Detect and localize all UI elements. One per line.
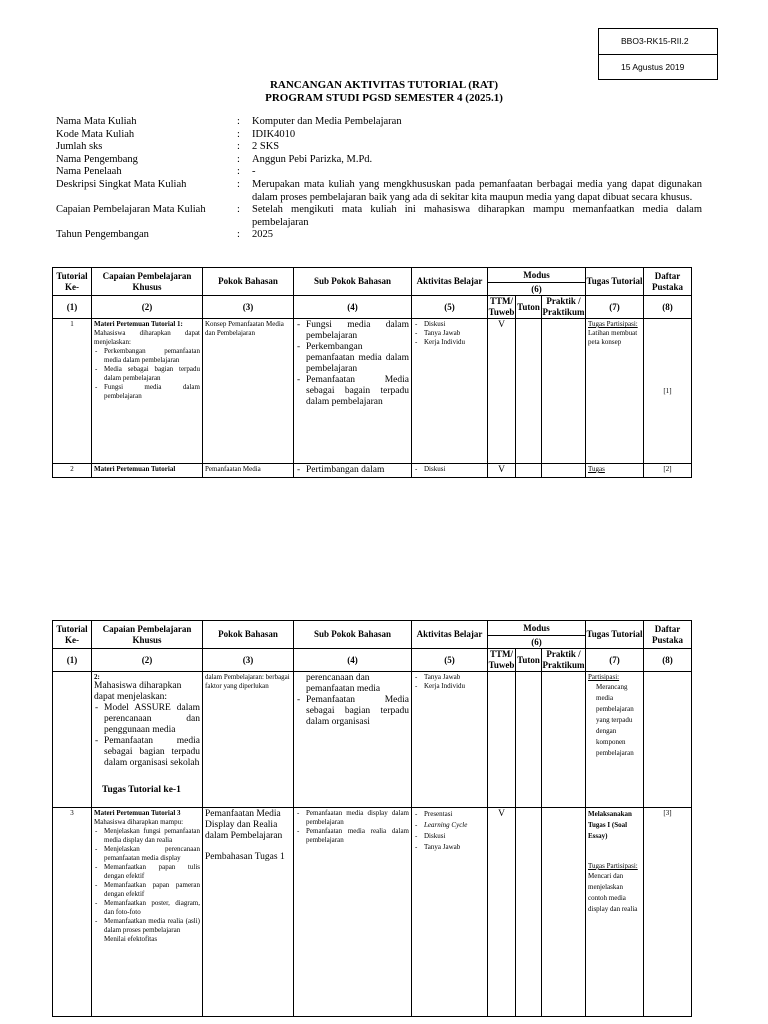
- ttm-check: V: [488, 319, 516, 464]
- header-modus-number: (6): [488, 283, 586, 296]
- pokok-cell: Konsep Pemanfaatan Media dan Pembelajaran: [203, 319, 294, 464]
- tugas-body: Latihan membuat peta konsep: [588, 329, 638, 346]
- header-aktivitas: Aktivitas Belajar: [412, 621, 488, 649]
- list-item: - Pemanfaatan media realia dalam pembelajaran: [296, 827, 409, 845]
- document-code-box: [598, 28, 718, 80]
- aktivitas-list: [414, 320, 485, 347]
- aktivitas-cell: [412, 672, 488, 808]
- info-colon: :: [237, 166, 240, 178]
- capaian-intro: Mahasiswa diharapkan dapat menjelaskan:: [94, 681, 182, 702]
- list-item: - Pemanfaatan media display dalam pembelajaran: [296, 809, 409, 827]
- capaian-title: Materi Pertemuan Tutorial: [92, 464, 203, 478]
- list-item: - Memanfaatkan poster, diagram, dan foto-foto: [94, 899, 200, 917]
- pustaka-cell: [2]: [644, 464, 692, 478]
- capaian-title: Materi Pertemuan Tutorial 1:: [94, 320, 183, 328]
- header-praktik: Praktik / Praktikum: [542, 649, 585, 670]
- header-praktik: Praktik / Praktikum: [542, 296, 585, 317]
- col-number: (3): [203, 296, 294, 319]
- capaian-title: Materi Pertemuan Tutorial 3: [94, 809, 181, 817]
- list-item: - Memanfaatkan papan tulis dengan efektif: [94, 863, 200, 881]
- info-colon: :: [237, 153, 240, 165]
- col-number: (1): [53, 296, 92, 319]
- header-sub-pokok: Sub Pokok Bahasan: [294, 621, 412, 649]
- sub-pokok-cell: [294, 672, 412, 808]
- col-number: (5): [412, 296, 488, 319]
- info-row: [56, 116, 702, 129]
- sub-pokok-list: [296, 320, 409, 408]
- info-label: Deskripsi Singkat Mata Kuliah: [56, 178, 187, 190]
- pokok-title: Pemanfaatan Media Display dan Realia dalam Pembelajaran: [205, 809, 283, 841]
- info-colon: :: [237, 204, 240, 216]
- tugas-heading: Tugas Partisipasi:: [588, 320, 638, 328]
- header-pustaka: Daftar Pustaka: [644, 268, 692, 296]
- sub-pokok-cell: [294, 808, 412, 1017]
- list-item: - Pemanfaatan Media sebagai bagain terpadu dalam pembelajaran: [296, 375, 409, 408]
- capaian-intro: Mahasiswa diharapkan dapat menjelaskan:: [94, 329, 200, 346]
- capaian-cell: [92, 672, 203, 808]
- header-tutorial: Tutorial Ke-: [53, 268, 92, 296]
- col-number: (1): [53, 649, 92, 672]
- header-ttm: TTM/ Tuweb: [488, 649, 515, 670]
- capaian-continued: Menilai efektofitas: [104, 935, 158, 943]
- list-item: - Kerja Individu: [414, 682, 485, 691]
- list-item: - Tanya Jawab: [414, 329, 485, 338]
- pokok-cell: Pemanfaatan Media: [203, 464, 294, 478]
- praktik-cell: [542, 672, 586, 808]
- header-pokok: Pokok Bahasan: [203, 268, 294, 296]
- tugas-cell: [586, 672, 644, 808]
- header-aktivitas: Aktivitas Belajar: [412, 268, 488, 296]
- list-item: - Fungsi media dalam pembelajaran: [94, 383, 200, 401]
- list-item: - Memanfaatkan papan pameran dengan efektif: [94, 881, 200, 899]
- capaian-cell: [92, 808, 203, 1017]
- tugas-main: Melaksanakan Tugas I (Soal Essay): [588, 810, 632, 840]
- table-row: [53, 319, 692, 464]
- table-row: [53, 808, 692, 1017]
- ttm-cell: [488, 672, 516, 808]
- header-modus-number: (6): [488, 636, 586, 649]
- list-item: - Diskusi: [414, 465, 485, 474]
- info-value: Setelah mengikuti mata kuliah ini mahasiswa diharapkan mampu memanfaatkan media dalam pembelajaran: [252, 204, 702, 228]
- pokok-task: Pembahasan Tugas 1: [205, 852, 285, 862]
- ttm-check: V: [488, 808, 516, 1017]
- tuton-cell: [516, 319, 542, 464]
- rat-table-page-2: [52, 620, 692, 1017]
- header-tugas: Tugas Tutorial: [586, 621, 644, 649]
- table-row: [53, 672, 692, 808]
- capaian-list: [94, 827, 200, 935]
- info-row: [56, 229, 702, 242]
- sub-pokok-continued: perencanaan dan pemanfaatan media: [306, 673, 381, 694]
- tutorial-number: 1: [53, 319, 92, 464]
- info-row: [56, 204, 702, 229]
- title-line-1: RANCANGAN AKTIVITAS TUTORIAL (RAT): [269, 79, 499, 91]
- title-line-2: PROGRAM STUDI PGSD SEMESTER 4 (2025.1): [265, 92, 503, 104]
- info-label: Kode Mata Kuliah: [56, 128, 135, 140]
- tugas-cell: [586, 808, 644, 1017]
- header-capaian: Capaian Pembelajaran Khusus: [92, 621, 203, 649]
- tutorial-number: 3: [53, 808, 92, 1017]
- info-colon: :: [237, 128, 240, 140]
- pokok-cell: [203, 808, 294, 1017]
- rat-table-page-1: [52, 267, 692, 478]
- list-item: - Presentasi: [414, 809, 485, 820]
- col-number: (4): [294, 296, 412, 319]
- list-item: - Tanya Jawab: [414, 842, 485, 853]
- header-tuton: Tuton: [516, 296, 542, 319]
- col-number: (8): [644, 296, 692, 319]
- info-value: 2 SKS: [252, 141, 280, 153]
- pustaka-cell: [3]: [644, 808, 692, 1017]
- info-value: 2025: [252, 229, 273, 241]
- tugas-cell: [586, 319, 644, 464]
- info-row: [56, 166, 702, 179]
- capaian-list: [94, 347, 200, 401]
- sub-pokok-list: [296, 809, 409, 845]
- list-item: - Perkembangan pemanfaatan media dalam pembelajaran: [296, 342, 409, 375]
- header-capaian: Capaian Pembelajaran Khusus: [92, 268, 203, 296]
- info-colon: :: [237, 116, 240, 127]
- info-row: [56, 179, 702, 204]
- info-colon: :: [237, 229, 240, 241]
- table-row: [53, 464, 692, 478]
- pustaka-cell: [644, 672, 692, 808]
- col-number: (4): [294, 649, 412, 672]
- aktivitas-cell: [412, 808, 488, 1017]
- document-code: BBO3-RK15-RII.2: [621, 36, 689, 46]
- info-label: Jumlah sks: [56, 141, 103, 153]
- pokok-cell: dalam Pembelajaran: berbagai faktor yang diperlukan: [203, 672, 294, 808]
- list-item: - Model ASSURE dalam perencanaan dan penggunaan media: [94, 703, 200, 736]
- document-title: [0, 79, 768, 105]
- info-value: IDIK4010: [252, 128, 296, 140]
- header-pustaka: Daftar Pustaka: [644, 621, 692, 649]
- tugas-body: Merancang media pembelajaran yang terpadu dengan komponen pembelajaran: [596, 683, 634, 757]
- tugas-body: Mencari dan menjelaskan contoh media display dan realia: [588, 872, 638, 913]
- info-colon: :: [237, 178, 240, 190]
- sub-pokok-cell: [294, 319, 412, 464]
- col-number: (2): [92, 649, 203, 672]
- info-value: Anggun Pebi Parizka, M.Pd.: [252, 153, 373, 165]
- info-row: [56, 129, 702, 142]
- col-number: (7): [586, 296, 644, 319]
- sub-pokok-cell: [294, 464, 412, 478]
- header-tutorial: Tutorial Ke-: [53, 621, 92, 649]
- col-number: (5): [412, 649, 488, 672]
- info-value: -: [252, 166, 256, 178]
- capaian-title: 2:: [94, 673, 100, 681]
- capaian-intro: Mahasiswa diharapkan mampu:: [94, 818, 184, 826]
- list-item: - Diskusi: [414, 831, 485, 842]
- tugas-tutorial-label: Tugas Tutorial ke-1: [102, 785, 181, 795]
- pustaka-cell: [1]: [644, 319, 692, 464]
- capaian-list: [94, 703, 200, 769]
- tugas-heading: Tugas Partisipasi:: [588, 862, 638, 870]
- col-number: (3): [203, 649, 294, 672]
- info-value: Merupakan mata kuliah yang mengkhususkan pada pemanfaatan berbagai media yang dapat digunakan dalam proses pembelajaran baik yang ada di sekitar kita maupun media yang dapat dibuat secara khusus.: [252, 178, 702, 203]
- list-item: - Pemanfaatan Media sebagai bagian terpadu dalam organisasi: [296, 695, 409, 728]
- aktivitas-list: [414, 809, 485, 853]
- list-item: - Pertimbangan dalam: [296, 465, 409, 476]
- document-date: 15 Agustus 2019: [599, 54, 717, 79]
- tutorial-number: [53, 672, 92, 808]
- praktik-cell: [542, 808, 586, 1017]
- header-modus: Modus: [488, 268, 586, 283]
- sub-pokok-list: [296, 695, 409, 728]
- info-value: Komputer dan Media Pembelajaran: [252, 116, 402, 127]
- tutorial-number: 2: [53, 464, 92, 478]
- list-item: - Fungsi media dalam pembelajaran: [296, 320, 409, 342]
- aktivitas-list: [414, 673, 485, 691]
- capaian-cell: [92, 319, 203, 464]
- info-label: Nama Penelaah: [56, 166, 122, 178]
- course-info: [56, 116, 702, 242]
- list-item: - Learning Cycle: [414, 820, 485, 831]
- tuton-cell: [516, 808, 542, 1017]
- list-item: - Media sebagai bagian terpadu dalam pembelajaran: [94, 365, 200, 383]
- aktivitas-cell: [412, 464, 488, 478]
- header-tuton: Tuton: [516, 649, 542, 672]
- list-item: - Menjelaskan fungsi pemanfaatan media display dan realia: [94, 827, 200, 845]
- info-colon: :: [237, 141, 240, 153]
- aktivitas-cell: [412, 319, 488, 464]
- header-pokok: Pokok Bahasan: [203, 621, 294, 649]
- header-ttm: TTM/ Tuweb: [488, 296, 515, 317]
- tugas-heading: Partisipasi:: [588, 673, 620, 681]
- col-number: (8): [644, 649, 692, 672]
- list-item: - Menjelaskan perencanaan pemanfaatan media display: [94, 845, 200, 863]
- tugas-cell: Tugas: [586, 464, 644, 478]
- list-item: - Tanya Jawab: [414, 673, 485, 682]
- info-label: Nama Mata Kuliah: [56, 116, 137, 127]
- info-row: [56, 141, 702, 154]
- col-number: (2): [92, 296, 203, 319]
- praktik-cell: [542, 464, 586, 478]
- info-row: [56, 154, 702, 167]
- col-number: (7): [586, 649, 644, 672]
- list-item: - Kerja Individu: [414, 338, 485, 347]
- praktik-cell: [542, 319, 586, 464]
- list-item: - Diskusi: [414, 320, 485, 329]
- info-label: Tahun Pengembangan: [56, 229, 149, 241]
- list-item: - Memanfaatkan media realia (asli) dalam proses pembelajaran: [94, 917, 200, 935]
- tuton-cell: [516, 464, 542, 478]
- info-label: Nama Pengembang: [56, 153, 138, 165]
- info-label: Capaian Pembelajaran Mata Kuliah: [56, 204, 206, 216]
- header-modus: Modus: [488, 621, 586, 636]
- tuton-cell: [516, 672, 542, 808]
- header-tugas: Tugas Tutorial: [586, 268, 644, 296]
- ttm-check: V: [488, 464, 516, 478]
- header-sub-pokok: Sub Pokok Bahasan: [294, 268, 412, 296]
- list-item: - Perkembangan pemanfaatan media dalam pembelajaran: [94, 347, 200, 365]
- list-item: - Pemanfaatan media sebagai bagian terpadu dalam organisasi sekolah: [94, 736, 200, 769]
